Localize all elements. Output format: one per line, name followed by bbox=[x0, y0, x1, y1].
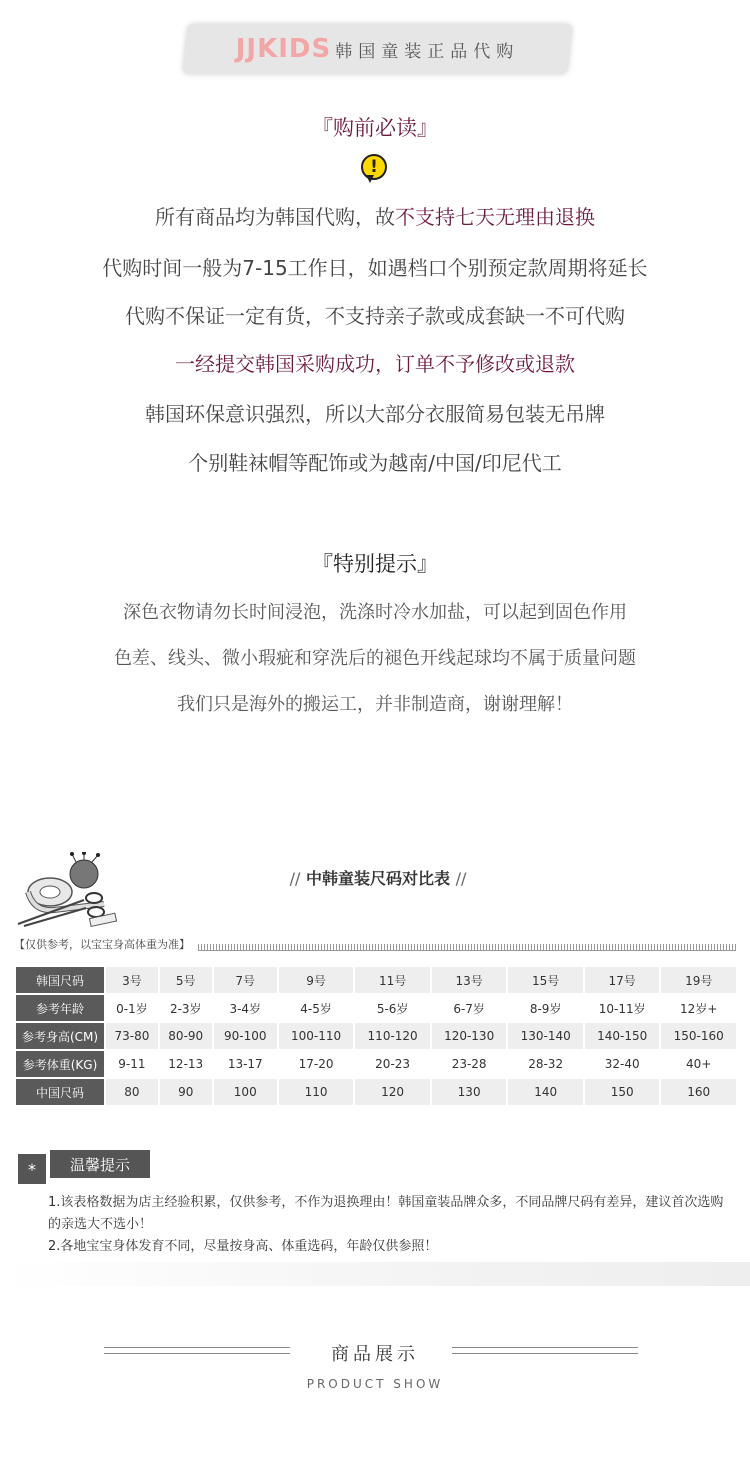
table-cell: 140 bbox=[508, 1079, 583, 1105]
warning-icon: ! bbox=[361, 154, 387, 180]
warning-icon-tail bbox=[366, 175, 374, 183]
table-cell: 7号 bbox=[214, 967, 277, 993]
table-cell: 110-120 bbox=[355, 1023, 430, 1049]
table-cell: 4-5岁 bbox=[279, 995, 354, 1021]
notice-title: 『购前必读』 bbox=[312, 116, 438, 140]
table-cell: 100 bbox=[214, 1079, 277, 1105]
table-row bbox=[16, 1079, 736, 1105]
table-row bbox=[16, 995, 736, 1021]
notice-line-5: 韩国环保意识强烈，所以大部分衣服简易包装无吊牌 bbox=[145, 402, 605, 426]
sewing-tools-illustration bbox=[14, 852, 118, 928]
table-cell: 10-11岁 bbox=[585, 995, 660, 1021]
table-cell: 11号 bbox=[355, 967, 430, 993]
table-cell: 160 bbox=[661, 1079, 736, 1105]
table-cell: 5号 bbox=[160, 967, 212, 993]
table-cell: 28-32 bbox=[508, 1051, 583, 1077]
table-cell: 120 bbox=[355, 1079, 430, 1105]
table-cell: 17号 bbox=[585, 967, 660, 993]
table-cell: 8-9岁 bbox=[508, 995, 583, 1021]
table-cell: 100-110 bbox=[279, 1023, 354, 1049]
table-cell: 90-100 bbox=[214, 1023, 277, 1049]
table-cell: 140-150 bbox=[585, 1023, 660, 1049]
table-cell: 6-7岁 bbox=[432, 995, 507, 1021]
table-cell: 150-160 bbox=[661, 1023, 736, 1049]
table-cell: 80 bbox=[106, 1079, 158, 1105]
product-show-title: 商品展示 bbox=[331, 1344, 419, 1365]
tip-line-3: 我们只是海外的搬运工，并非制造商，谢谢理解！ bbox=[177, 694, 573, 715]
table-cell: 130-140 bbox=[508, 1023, 583, 1049]
warm-tip-2: 2.各地宝宝身体发育不同，尽量按身高、体重选码，年龄仅供参照！ bbox=[48, 1239, 438, 1254]
brand-logo-text: JJKIDS bbox=[235, 34, 332, 64]
size-chart-table bbox=[14, 965, 738, 1107]
row-header: 参考体重(KG) bbox=[16, 1051, 104, 1077]
fade-divider bbox=[0, 1262, 750, 1286]
table-cell: 32-40 bbox=[585, 1051, 660, 1077]
row-header: 参考年龄 bbox=[16, 995, 104, 1021]
table-cell: 13-17 bbox=[214, 1051, 277, 1077]
notice-line-2: 代购时间一般为7-15工作日，如遇档口个别预定款周期将延长 bbox=[102, 256, 648, 280]
notice-line-4-highlight: 一经提交韩国采购成功，订单不予修改或退款 bbox=[175, 352, 575, 376]
table-row bbox=[16, 967, 736, 993]
row-header: 韩国尺码 bbox=[16, 967, 104, 993]
header-banner bbox=[185, 24, 570, 74]
tip-line-2: 色差、线头、微小瑕疵和穿洗后的褪色开线起球均不属于质量问题 bbox=[114, 648, 636, 669]
warm-tips-badge bbox=[18, 1150, 132, 1178]
table-cell: 15号 bbox=[508, 967, 583, 993]
table-cell: 9-11 bbox=[106, 1051, 158, 1077]
table-cell: 150 bbox=[585, 1079, 660, 1105]
notice-line-3: 代购不保证一定有货，不支持亲子款或成套缺一不可代购 bbox=[125, 304, 625, 328]
tips-title: 『特别提示』 bbox=[312, 552, 438, 576]
table-cell: 40+ bbox=[661, 1051, 736, 1077]
size-chart-note: 【仅供参考，以宝宝身高体重为准】 bbox=[14, 938, 190, 951]
row-header: 中国尺码 bbox=[16, 1079, 104, 1105]
brand-subtitle: 韩国童装正品代购 bbox=[335, 41, 520, 62]
table-cell: 9号 bbox=[279, 967, 354, 993]
notice-line-6: 个别鞋袜帽等配饰或为越南/中国/印尼代工 bbox=[188, 451, 562, 475]
ruler-decoration bbox=[198, 944, 736, 951]
product-show-subtitle: PRODUCT SHOW bbox=[306, 1377, 444, 1391]
table-cell: 5-6岁 bbox=[355, 995, 430, 1021]
notice-line-1-text: 所有商品均为韩国代购，故 bbox=[155, 205, 395, 229]
table-cell: 3-4岁 bbox=[214, 995, 277, 1021]
table-cell: 80-90 bbox=[160, 1023, 212, 1049]
table-cell: 13号 bbox=[432, 967, 507, 993]
table-cell: 2-3岁 bbox=[160, 995, 212, 1021]
notice-line-1 bbox=[0, 201, 750, 230]
warm-tips-text bbox=[48, 1192, 728, 1258]
table-cell: 20-23 bbox=[355, 1051, 430, 1077]
table-cell: 120-130 bbox=[432, 1023, 507, 1049]
table-row bbox=[16, 1051, 736, 1077]
warm-tip-1: 1.该表格数据为店主经验积累，仅供参考，不作为退换理由！韩国童装品牌众多，不同品牌尺码有差异，建议首次选购的亲选大不选小！ bbox=[48, 1195, 724, 1232]
table-cell: 12-13 bbox=[160, 1051, 212, 1077]
table-row bbox=[16, 1023, 736, 1049]
table-cell: 73-80 bbox=[106, 1023, 158, 1049]
star-icon: * bbox=[18, 1154, 46, 1184]
notice-line-1-highlight: 不支持七天无理由退换 bbox=[395, 205, 595, 229]
row-header: 参考身高(CM) bbox=[16, 1023, 104, 1049]
tip-line-1: 深色衣物请勿长时间浸泡，洗涤时冷水加盐，可以起到固色作用 bbox=[123, 602, 627, 623]
table-cell: 12岁+ bbox=[661, 995, 736, 1021]
table-cell: 90 bbox=[160, 1079, 212, 1105]
table-cell: 3号 bbox=[106, 967, 158, 993]
table-cell: 19号 bbox=[661, 967, 736, 993]
table-cell: 23-28 bbox=[432, 1051, 507, 1077]
size-chart-title: // 中韩童装尺码对比表 // bbox=[289, 869, 467, 888]
table-cell: 110 bbox=[279, 1079, 354, 1105]
warm-tips-label: 温馨提示 bbox=[50, 1150, 150, 1178]
table-cell: 0-1岁 bbox=[106, 995, 158, 1021]
table-cell: 130 bbox=[432, 1079, 507, 1105]
table-cell: 17-20 bbox=[279, 1051, 354, 1077]
